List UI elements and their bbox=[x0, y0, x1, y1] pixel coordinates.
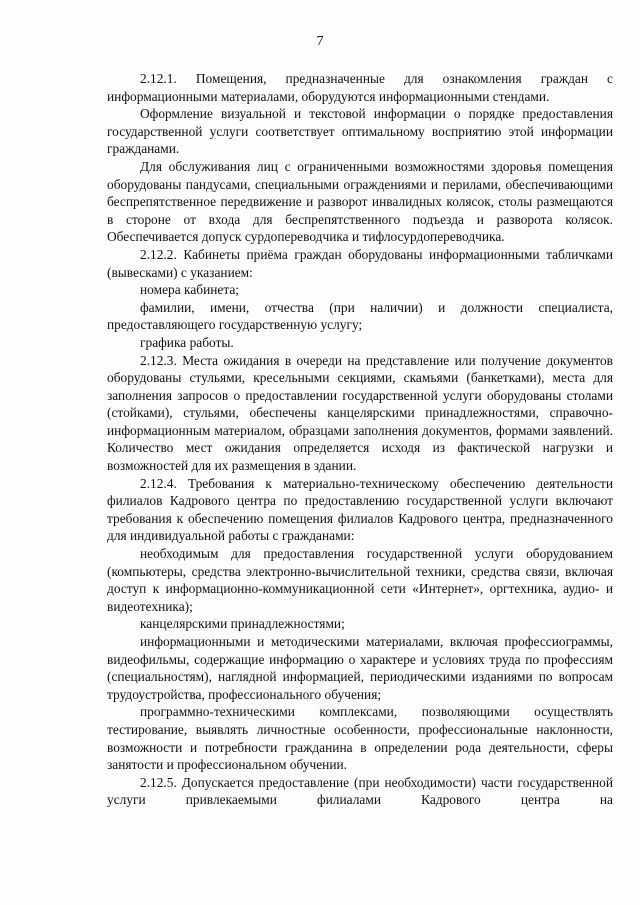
paragraph-2-12-1: 2.12.1. Помещения, предназначенные для ознакомления граждан с информационными материалами, оборудуются информационными стендами. bbox=[107, 71, 613, 104]
list-item-specialist-name: фамилии, имени, отчества (при наличии) и должности специалиста, предоставляющего государственную услугу; bbox=[107, 299, 613, 333]
page-number: 7 bbox=[316, 34, 324, 49]
list-item-software-complexes: программно-техническими комплексами, позволяющими осуществлять тестирование, выявлять личностные особенности, профессиональные наклонности, возможности и потребности гражданина в определении рода деятельности, сферы занятости и профессиональном обучении. bbox=[107, 704, 613, 773]
paragraph-2-12-5: 2.12.5. Допускается предоставление (при необходимости) части государственной услуги привлекаемыми филиалами Кадрового центра на bbox=[107, 774, 613, 808]
paragraph-2-12-2: 2.12.2. Кабинеты приёма граждан оборудованы информационными табличками (вывесками) с указанием: bbox=[107, 246, 613, 280]
paragraph-visual-info: Оформление визуальной и текстовой информации о порядке предоставления государственной услуги соответствует оптимальному восприятию этой информации гражданами. bbox=[107, 106, 613, 157]
paragraph-2-12-3: 2.12.3. Места ожидания в очереди на представление или получение документов оборудованы стульями, кресельными секциями, скамьями (банкетками), места для заполнения запросов о предоставлении государственной услуги оборудованы столами (стойками), стульями, обеспечены канцелярскими принадлежностями, справочно-информационным материалом, образцами заполнения документов, формами заявлений. Количество мест ожидания определяется исходя из фактической нагрузки и возможностей для их размещения в здании. bbox=[107, 352, 613, 474]
list-item-room-number: номера кабинета; bbox=[140, 282, 240, 298]
list-item-equipment: необходимым для предоставления государственной услуги оборудованием (компьютеры, средства электронно-вычислительной техники, средства связи, включая доступ к информационно-коммуникационной сети «Интернет», оргтехника, аудио- и видеотехника); bbox=[107, 546, 613, 614]
list-item-stationery: канцелярскими принадлежностями; bbox=[140, 616, 345, 632]
paragraph-accessibility: Для обслуживания лиц с ограниченными возможностями здоровья помещения оборудованы пандусами, специальными ограждениями и перилами, обеспечивающими беспрепятственное передвижение и разворот инвалидных колясок, столы размещаются в стороне от входа для беспрепятственного подъезда и разворота колясок. Обеспечивается допуск сурдопереводчика и тифлосурдопереводчика. bbox=[107, 158, 613, 245]
list-item-work-schedule: графика работы. bbox=[140, 334, 234, 350]
document-body bbox=[107, 70, 613, 809]
paragraph-2-12-4: 2.12.4. Требования к материально-техническому обеспечению деятельности филиалов Кадрового центра по предоставлению государственной услуги включают требования к обеспечению помещения филиалов Кадрового центра, предназначенного для индивидуальной работы с гражданами: bbox=[107, 475, 613, 544]
list-item-info-materials: информационными и методическими материалами, включая профессиограммы, видеофильмы, содержащие информацию о характере и условиях труда по профессиям (специальностям), наглядной информацией, периодическими изданиями по вопросам трудоустройства, профессионального обучения; bbox=[107, 634, 613, 702]
